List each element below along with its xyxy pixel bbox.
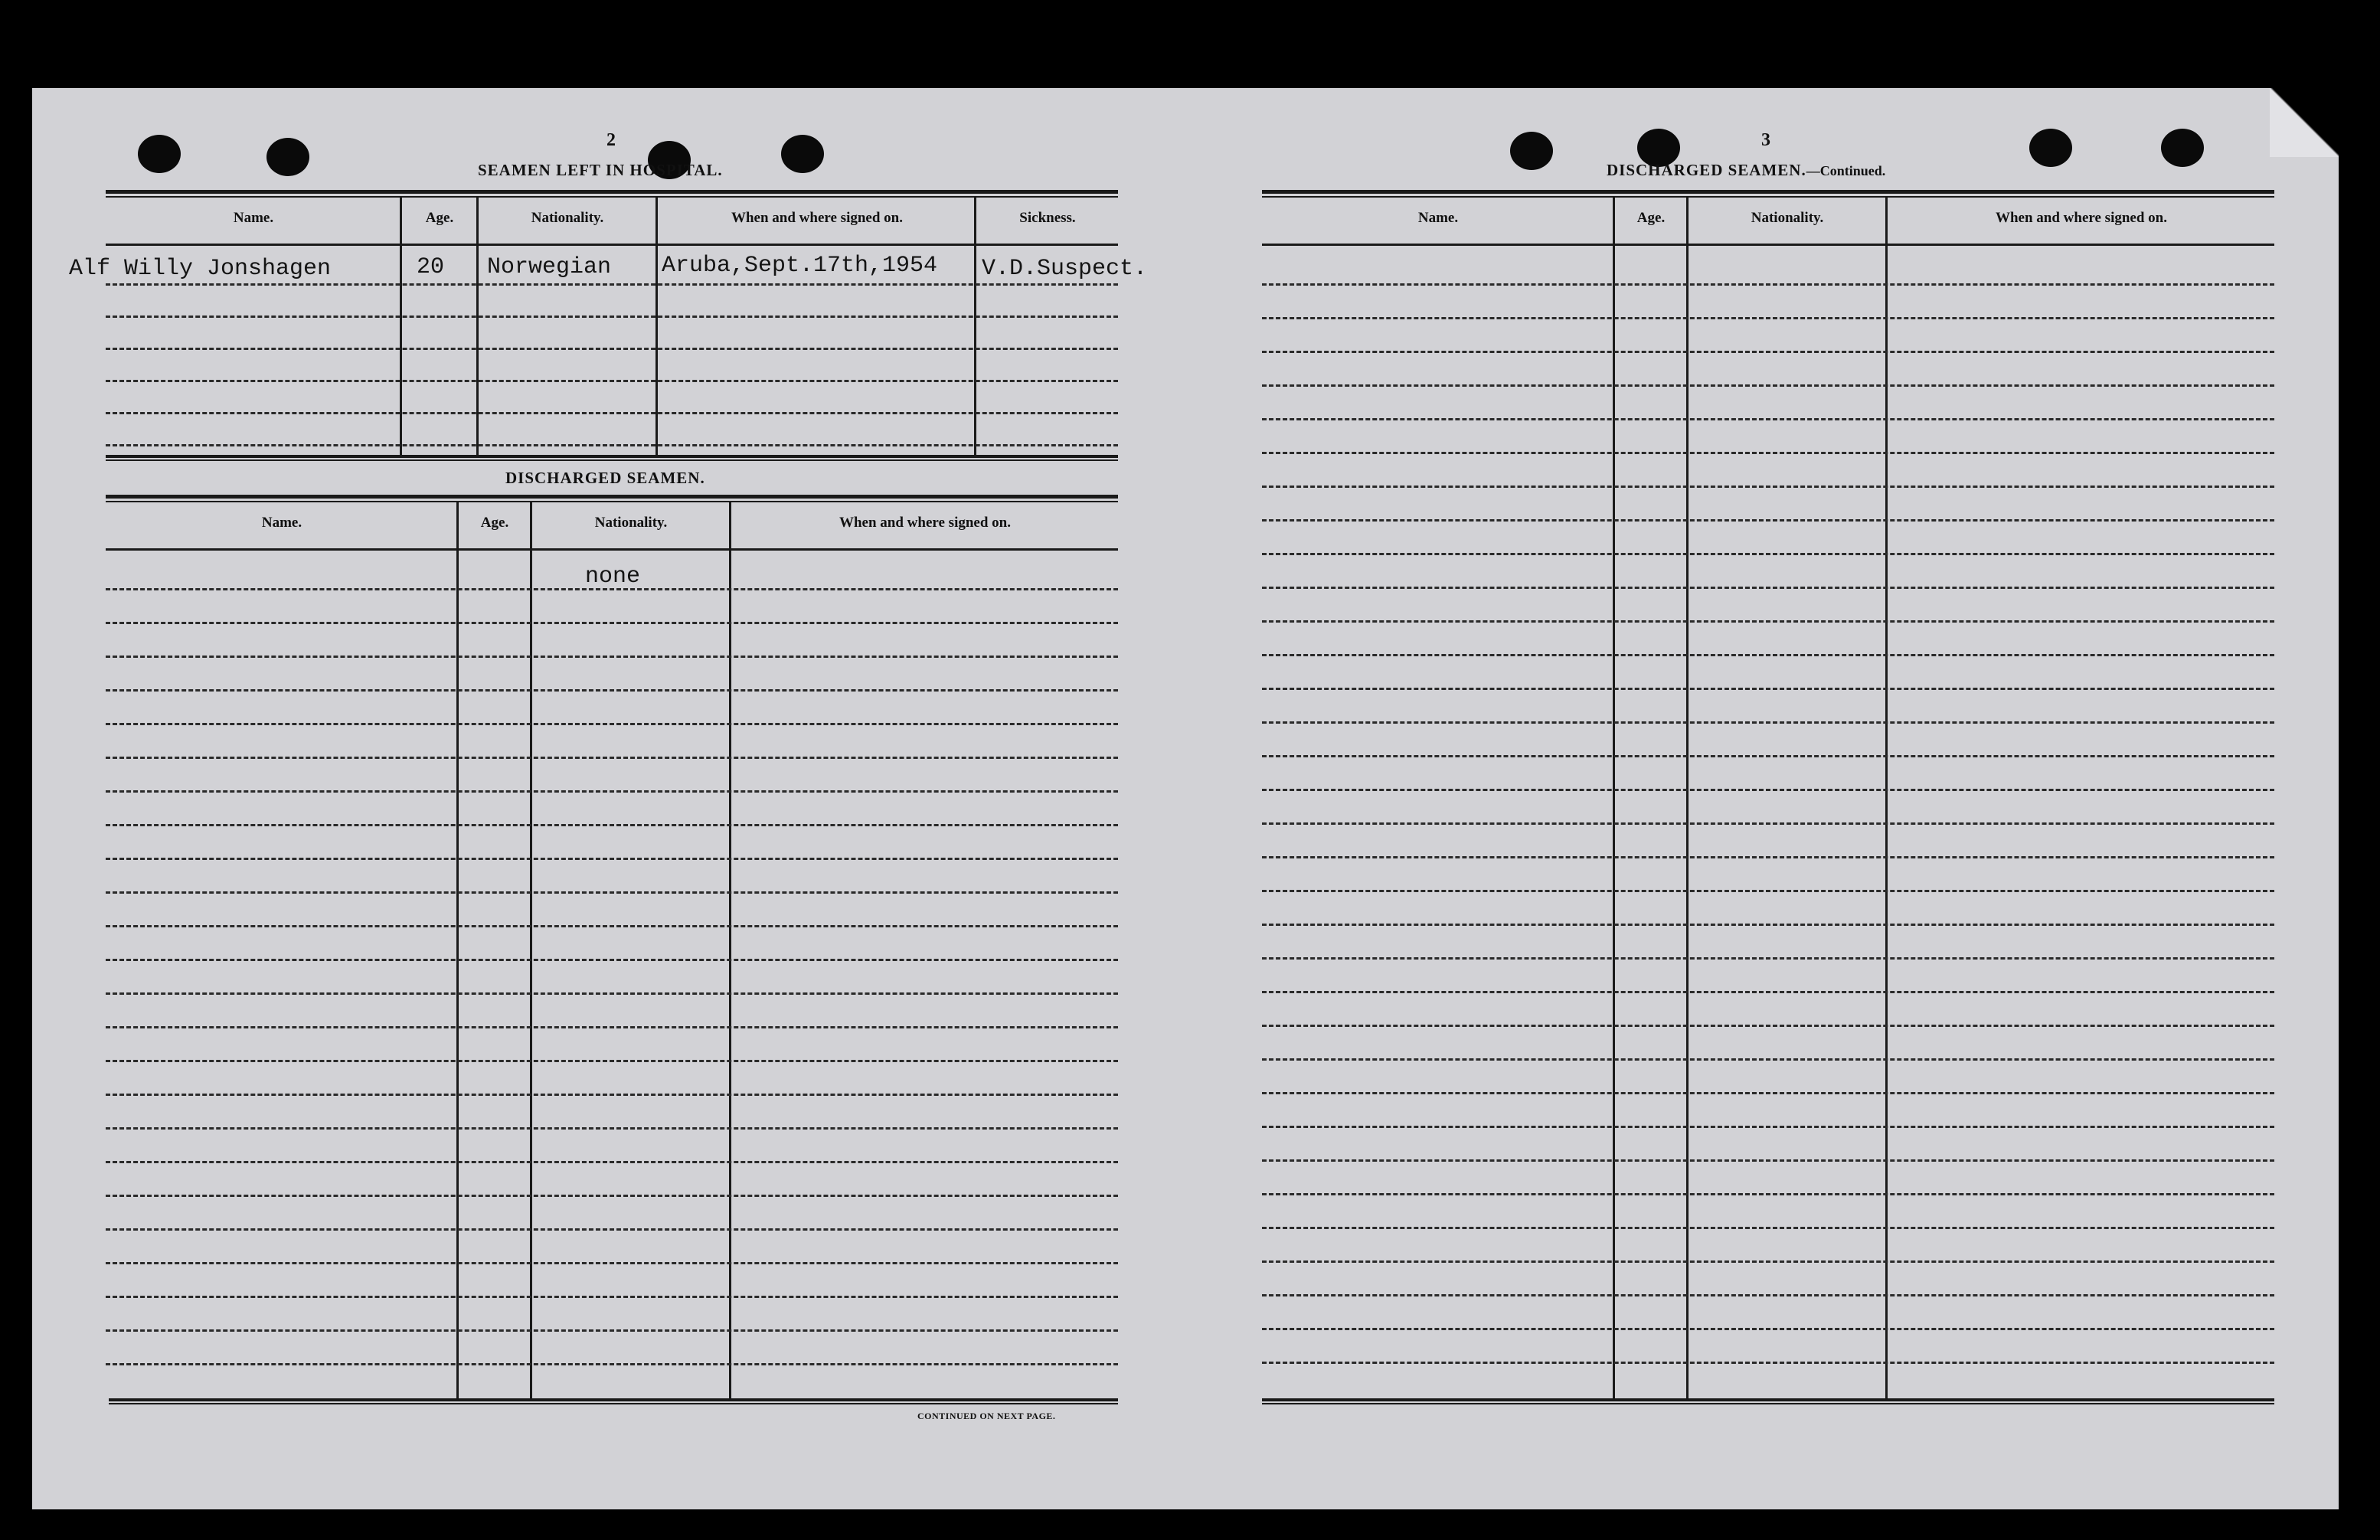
seaman-signed-on: Aruba,Sept.17th,1954 <box>662 253 938 279</box>
table-top-rule <box>1262 196 2274 198</box>
entry-line <box>106 316 1118 318</box>
column-divider <box>1686 198 1689 1398</box>
entry-line <box>106 1296 1118 1298</box>
entry-line <box>1262 620 2274 623</box>
entry-line <box>106 1026 1118 1028</box>
entry-line <box>106 790 1118 793</box>
table-top-rule <box>106 495 1118 499</box>
entry-line <box>106 824 1118 826</box>
table-bottom-rule <box>1262 1398 2274 1401</box>
table-top-rule <box>106 190 1118 194</box>
column-header-age: Age. <box>480 515 509 531</box>
discharged-entry: none <box>585 564 641 590</box>
column-header-signed-on: When and where signed on. <box>1995 210 2167 226</box>
column-divider <box>1613 198 1615 1398</box>
section-rule <box>106 455 1118 458</box>
entry-line <box>1262 587 2274 589</box>
column-header-name: Name. <box>261 515 302 531</box>
entry-line <box>106 1094 1118 1096</box>
entry-line <box>1262 688 2274 690</box>
entry-line <box>106 283 1118 286</box>
hospital-section-title: SEAMEN LEFT IN HOSPITAL. <box>478 161 723 179</box>
entry-line <box>106 1127 1118 1130</box>
entry-line <box>1262 789 2274 791</box>
entry-line <box>1262 1260 2274 1263</box>
entry-line <box>106 1329 1118 1332</box>
entry-line <box>1262 1058 2274 1061</box>
column-header-signed-on: When and where signed on. <box>839 515 1011 531</box>
entry-line <box>1262 317 2274 319</box>
entry-line <box>1262 1294 2274 1296</box>
entry-line <box>1262 890 2274 892</box>
page-number: 2 <box>606 130 616 150</box>
continued-section-title <box>1607 161 1885 180</box>
entry-line <box>1262 957 2274 960</box>
entry-line <box>106 723 1118 725</box>
table-top-rule <box>1262 190 2274 194</box>
seaman-nationality: Norwegian <box>487 254 612 280</box>
entry-line <box>1262 1159 2274 1162</box>
punch-hole <box>1510 132 1553 170</box>
column-divider <box>1885 198 1888 1398</box>
table-top-rule <box>106 501 1118 502</box>
entry-line <box>1262 856 2274 858</box>
entry-line <box>1262 1092 2274 1094</box>
folded-corner <box>2270 88 2339 157</box>
column-header-signed-on: When and where signed on. <box>731 210 903 226</box>
entry-line <box>1262 991 2274 993</box>
entry-line <box>1262 654 2274 656</box>
column-divider <box>974 198 976 455</box>
discharged-section-title: DISCHARGED SEAMEN. <box>505 469 705 487</box>
entry-line <box>106 757 1118 759</box>
table-bottom-rule <box>109 1398 1118 1401</box>
column-header-age: Age. <box>1636 210 1666 226</box>
header-rule <box>1262 244 2274 246</box>
continued-note: CONTINUED ON NEXT PAGE. <box>917 1411 1056 1421</box>
seaman-name: Alf Willy Jonshagen <box>69 256 332 282</box>
entry-line <box>1262 1126 2274 1128</box>
entry-line <box>1262 384 2274 387</box>
entry-line <box>1262 1328 2274 1330</box>
entry-line <box>106 656 1118 658</box>
entry-line <box>1262 1362 2274 1364</box>
entry-line <box>106 1363 1118 1365</box>
entry-line <box>1262 822 2274 825</box>
column-divider <box>476 198 479 455</box>
column-header-name: Name. <box>233 210 274 226</box>
section-title-text: DISCHARGED SEAMEN. <box>1607 161 1806 179</box>
column-divider <box>400 198 402 455</box>
entry-line <box>106 925 1118 927</box>
column-header-nationality: Nationality. <box>594 515 668 531</box>
entry-line <box>106 444 1118 446</box>
header-rule <box>106 548 1118 551</box>
entry-line <box>1262 721 2274 724</box>
column-header-sickness: Sickness. <box>1019 210 1076 226</box>
punch-hole <box>2029 129 2072 167</box>
column-divider <box>655 198 658 455</box>
column-header-nationality: Nationality. <box>1751 210 1824 226</box>
entry-line <box>1262 1227 2274 1229</box>
entry-line <box>1262 418 2274 420</box>
entry-line <box>1262 351 2274 353</box>
entry-line <box>106 1262 1118 1264</box>
entry-line <box>106 858 1118 860</box>
entry-line <box>106 689 1118 692</box>
entry-line <box>106 992 1118 995</box>
punch-hole <box>2161 129 2204 167</box>
punch-hole <box>781 135 824 173</box>
entry-line <box>1262 283 2274 286</box>
entry-line <box>1262 755 2274 757</box>
column-header-name: Name. <box>1417 210 1459 226</box>
table-bottom-rule <box>1262 1403 2274 1404</box>
entry-line <box>106 1161 1118 1163</box>
entry-line <box>106 1195 1118 1197</box>
entry-line <box>1262 519 2274 522</box>
punch-hole <box>266 138 309 176</box>
entry-line <box>106 1060 1118 1062</box>
entry-line <box>1262 452 2274 454</box>
column-header-age: Age. <box>425 210 454 226</box>
entry-line <box>106 412 1118 414</box>
header-rule <box>106 244 1118 246</box>
entry-line <box>106 380 1118 382</box>
table-bottom-rule <box>109 1403 1118 1404</box>
punch-hole <box>138 135 181 173</box>
seaman-age: 20 <box>417 254 445 280</box>
entry-line <box>106 1228 1118 1231</box>
table-top-rule <box>106 196 1118 198</box>
entry-line <box>1262 486 2274 488</box>
entry-line <box>1262 1193 2274 1195</box>
entry-line <box>106 348 1118 350</box>
entry-line <box>106 959 1118 961</box>
entry-line <box>106 891 1118 894</box>
entry-line <box>1262 553 2274 555</box>
entry-line <box>1262 924 2274 926</box>
entry-line <box>106 622 1118 624</box>
section-rule <box>106 459 1118 461</box>
entry-line <box>1262 1025 2274 1027</box>
page-number: 3 <box>1761 130 1770 150</box>
column-header-nationality: Nationality. <box>531 210 604 226</box>
seaman-sickness: V.D.Suspect. <box>982 256 1148 282</box>
section-title-suffix: —Continued. <box>1806 163 1886 178</box>
